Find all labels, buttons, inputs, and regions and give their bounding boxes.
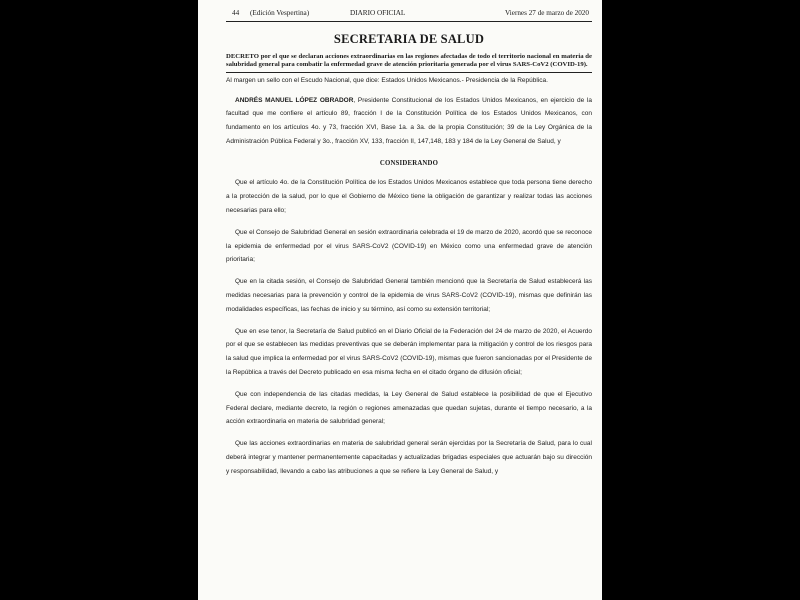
decree-title: DECRETO por el que se declaran acciones extraordinarias en las regiones afectadas de todo el territorio nacional en materia de salubridad general para combatir la enfermedad grave de atención prioritaria generada por el virus SARS-CoV2 (COVID-19). (226, 53, 592, 73)
page-number: 44 (232, 9, 240, 17)
section-title: SECRETARIA DE SALUD (333, 32, 485, 46)
publication-date: Viernes 27 de marzo de 2020 (505, 9, 589, 17)
considerando-heading: CONSIDERANDO (379, 159, 439, 167)
document-body (226, 76, 592, 479)
publication-name: DIARIO OFICIAL (350, 9, 406, 17)
edition-label: (Edición Vespertina) (250, 9, 310, 17)
intro-text: , Presidente Constitucional de los Estados Unidos Mexicanos, en ejercicio de la facultad que me confiere el artículo 89, fracción I de la Constitución Política de los Estados Unidos Mexicanos, con fundamento en los artículos 4o. y 73, fracción XVI, Base 1a. a 3a. de la propia Constitución; 39 de la Ley Orgánica de la Administración Pública Federal y 3o., fracción XV, 133, fracción II, 147,148, 183 y 184 de la Ley General de Salud, y (226, 96, 592, 145)
considerando-paragraph: Que en la citada sesión, el Consejo de Salubridad General también mencionó que la Secretaría de Salud establecerá las medidas necesarias para la prevención y control de la epidemia de virus SARS-CoV2 (COVID-19), mismas que definirán las modalidades específicas, las fechas de inicio y su término, así como su extensión territorial; (226, 278, 592, 313)
considerando-paragraph: Que las acciones extraordinarias en materia de salubridad general serán ejercidas por la Secretaría de Salud, para lo cual deberá integrar y mantener permanentemente capacitadas y actualizadas brigadas especiales que actuarán bajo su dirección y responsabilidad, llevando a cabo las atribuciones a que se refiere la Ley General de Salud, y (226, 440, 592, 475)
president-name: ANDRÉS MANUEL LÓPEZ OBRADOR (235, 96, 354, 104)
considerando-paragraph: Que con independencia de las citadas medidas, la Ley General de Salud establece la posibilidad de que el Ejecutivo Federal declare, mediante decreto, la región o regiones amenazadas que quedan sujetas, durante el tiempo necesario, a la acción extraordinaria en materia de salubridad general; (226, 390, 592, 426)
seal-note: Al margen un sello con el Escudo Nacional, que dice: Estados Unidos Mexicanos.- Presidencia de la República. (226, 77, 548, 84)
considerando-paragraph: Que el artículo 4o. de la Constitución Política de los Estados Unidos Mexicanos establece que toda persona tiene derecho a la protección de la salud, por lo que el Gobierno de México tiene la obligación de garantizar y realizar todas las acciones necesarias para ello; (226, 179, 592, 215)
running-header (226, 9, 592, 22)
document-page (198, 0, 602, 600)
intro-paragraph (226, 94, 592, 149)
considerando-paragraph: Que el Consejo de Salubridad General en sesión extraordinaria celebrada el 19 de marzo de 2020, acordó que se reconoce la epidemia de enfermedad por el virus SARS-CoV2 (COVID-19) en México como una enfermedad grave de atención prioritaria; (226, 228, 592, 264)
considerando-paragraph: Que en ese tenor, la Secretaría de Salud publicó en el Diario Oficial de la Federación del 24 de marzo de 2020, el Acuerdo por el que se establecen las medidas preventivas que se deberán implementar para la mitigación y control de los riesgos para la salud que implica la enfermedad por el virus SARS-CoV2 (COVID-19), mismas que fueron sancionadas por el Presidente de la República a través del Decreto publicado en esa misma fecha en el citado órgano de difusión oficial; (226, 327, 592, 377)
